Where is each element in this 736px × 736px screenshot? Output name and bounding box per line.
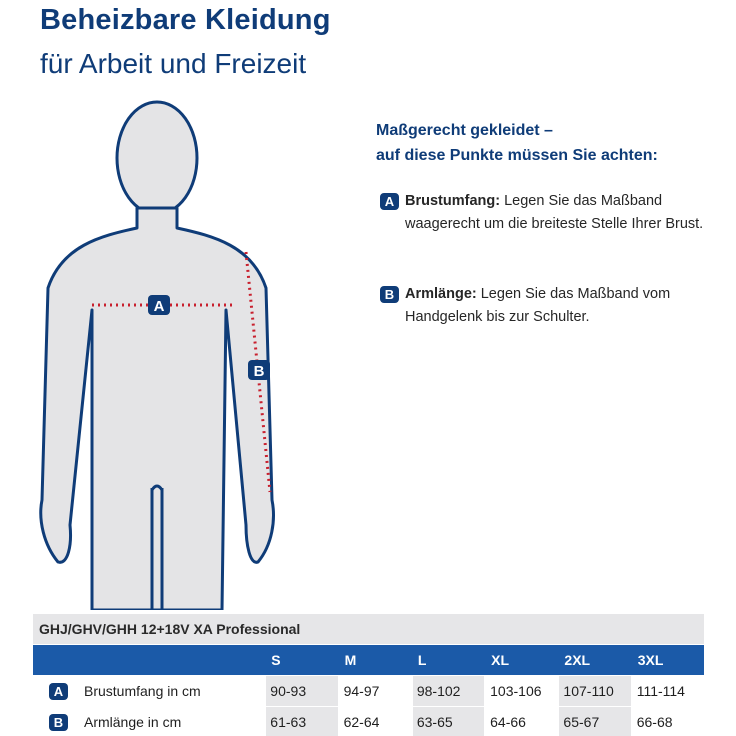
- table-cell: 94-97: [340, 676, 411, 706]
- silhouette-body: [41, 208, 274, 610]
- row-badge-a: A: [49, 683, 68, 700]
- size-header-m: M: [344, 652, 357, 668]
- row-badge-b: B: [49, 714, 68, 731]
- marker-b: B: [253, 363, 265, 380]
- table-cell: 63-65: [413, 707, 484, 736]
- table-cell: 90-93: [266, 676, 337, 706]
- instructions-heading: [376, 118, 658, 168]
- marker-a: A: [153, 298, 165, 315]
- table-cell: 98-102: [413, 676, 484, 706]
- table-cell: 62-64: [340, 707, 411, 736]
- table-row-arm: [33, 707, 704, 736]
- instruction-chest-text: Legen Sie das Maßband waagerecht um die breiteste Stelle Ihrer Brust.: [405, 193, 704, 232]
- size-header-s: S: [271, 652, 281, 668]
- badge-a: A: [380, 193, 399, 210]
- header-spacer: [33, 645, 264, 675]
- instruction-arm: [380, 283, 720, 329]
- table-cell: 61-63: [266, 707, 337, 736]
- instruction-chest-lead: Brustumfang:: [405, 193, 501, 209]
- size-header-xl: XL: [491, 652, 510, 668]
- row-label-chest: [33, 676, 264, 706]
- instruction-chest: [380, 190, 720, 236]
- table-cell: 107-110: [559, 676, 630, 706]
- heading-line-2: auf diese Punkte müssen Sie achten:: [376, 147, 658, 164]
- size-header-3xl: 3XL: [637, 652, 664, 668]
- size-table: [33, 614, 704, 736]
- instruction-arm-text: Legen Sie das Maßband vom Handgelenk bis zur Schulter.: [405, 286, 671, 325]
- size-header-2xl: 2XL: [564, 652, 591, 668]
- row-label-chest-text: Brustumfang in cm: [84, 683, 201, 699]
- page-subtitle: für Arbeit und Freizeit: [40, 48, 307, 79]
- heading-line-1: Maßgerecht gekleidet –: [376, 122, 553, 139]
- size-header-l: L: [417, 652, 427, 668]
- table-row-chest: [33, 676, 704, 706]
- badge-b: B: [380, 286, 399, 303]
- table-cell: 103-106: [486, 676, 557, 706]
- table-cell: 65-67: [559, 707, 630, 736]
- row-label-arm-text: Armlänge in cm: [84, 714, 182, 730]
- table-cell: 66-68: [633, 707, 704, 736]
- silhouette-head: [117, 102, 197, 214]
- page-title: Beheizbare Kleidung: [40, 4, 331, 36]
- size-header-row: [33, 645, 704, 675]
- product-name: GHJ/GHV/GHH 12+18V XA Professional: [33, 614, 704, 644]
- table-cell: 111-114: [633, 676, 704, 706]
- instruction-arm-lead: Armlänge:: [405, 286, 477, 302]
- table-cell: 64-66: [486, 707, 557, 736]
- row-label-arm: [33, 707, 264, 736]
